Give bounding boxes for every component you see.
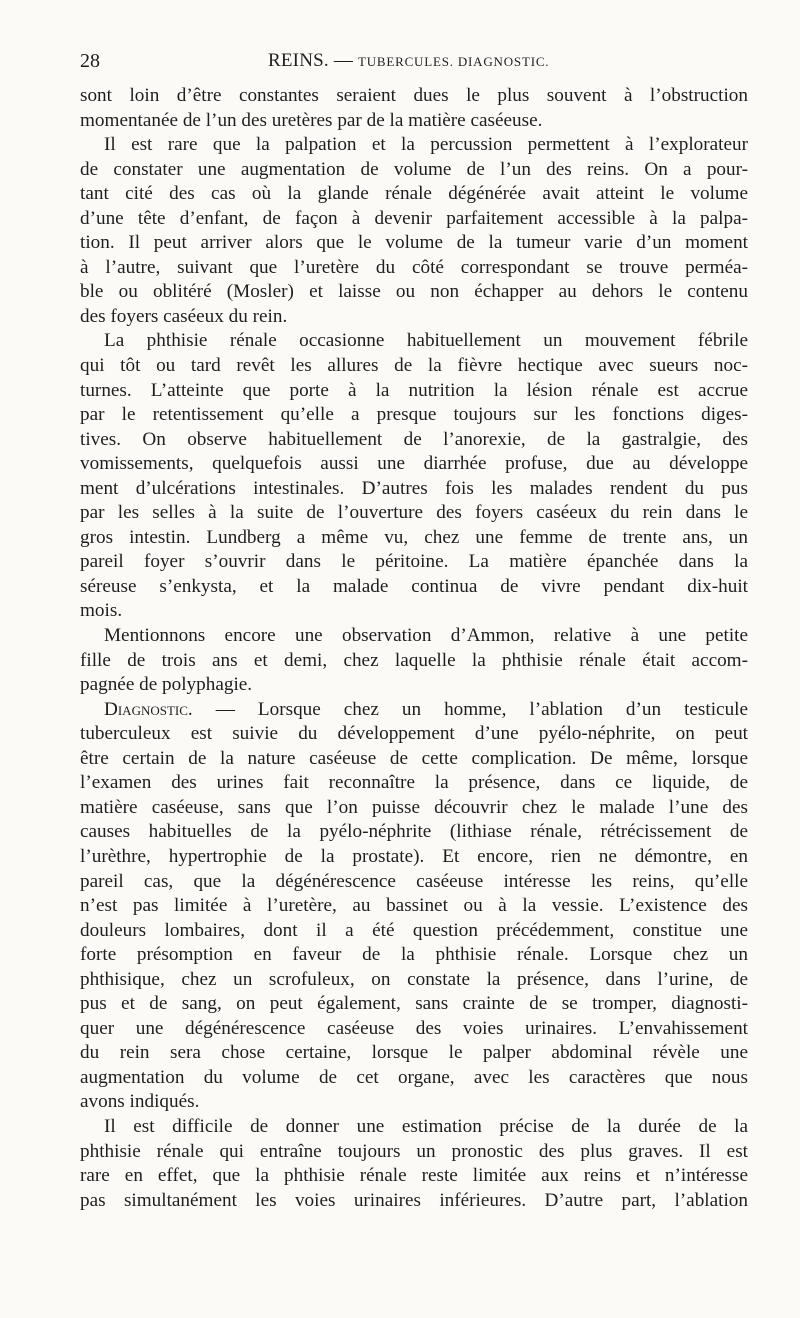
text-line: pareil cas, que la dégénérescence caséeuse intéresse les reins, qu’elle — [80, 870, 748, 892]
text-line: n’est pas limitée à l’uretère, au bassinet ou à la vessie. L’existence des — [80, 895, 748, 917]
text-line: pagnée de polyphagie. — [80, 674, 253, 696]
text-line: turnes. L’atteinte que porte à la nutrition la lésion rénale est accrue — [80, 379, 748, 401]
text-line: être certain de la nature caséeuse de cette complication. De même, lorsque — [80, 747, 748, 769]
text-line: pas simultanément les voies urinaires inférieures. D’autre part, l’ablation — [80, 1189, 748, 1211]
text-line — [80, 698, 748, 723]
text-line: matière caséeuse, sans que l’on puisse découvrir chez le malade l’une des — [80, 796, 748, 818]
text-line: rare en effet, que la phthisie rénale reste limitée aux reins et n’intéresse — [80, 1165, 748, 1187]
text-line: ble ou oblitéré (Mosler) et laisse ou non échapper au dehors le contenu — [80, 281, 748, 303]
text-line: La phthisie rénale occasionne habituellement un mouvement fébrile — [104, 330, 748, 352]
text-line: séreuse s’enkysta, et la malade continua de vivre pendant dix-huit — [80, 575, 748, 597]
running-head — [268, 50, 549, 72]
running-head-separator: — — [333, 50, 354, 71]
section-label: Diagnostic. — [104, 698, 193, 720]
text-line: Il est difficile de donner une estimation précise de la durée de la — [104, 1115, 748, 1137]
text-line: tion. Il peut arriver alors que le volume de la tumeur varie d’un moment — [80, 232, 748, 254]
text-line: vomissements, quelquefois aussi une diarrhée profuse, due au développe — [80, 453, 748, 475]
page-number: 28 — [80, 50, 100, 72]
text-line: par les selles à la suite de l’ouverture des foyers caséeux du rein dans le — [80, 502, 748, 524]
text-line: causes habituelles de la pyélo-néphrite (lithiase rénale, rétrécissement de — [80, 821, 748, 843]
text-line: de constater une augmentation de volume de l’un des reins. On a pour- — [80, 158, 748, 180]
text-line-content: — Lorsque chez un homme, l’ablation d’un testicule — [215, 698, 748, 720]
text-line: augmentation du volume de cet organe, avec les caractères que nous — [80, 1066, 748, 1088]
text-line: à l’autre, suivant que l’uretère du côté correspondant se trouve perméa- — [80, 256, 748, 278]
text-line: quer une dégénérescence caséeuse des voies urinaires. L’envahissement — [80, 1017, 748, 1039]
text-line: par le retentissement qu’elle a presque toujours sur les fonctions diges- — [80, 404, 748, 426]
text-line: ment d’ulcérations intestinales. D’autres fois les malades rendent du pus — [80, 477, 748, 499]
text-line: Il est rare que la palpation et la percussion permettent à l’explorateur — [104, 134, 748, 156]
text-line: sont loin d’être constantes seraient dues le plus souvent à l’obstruction — [80, 85, 748, 106]
text-line: phthisie rénale qui entraîne toujours un pronostic des plus graves. Il est — [80, 1140, 748, 1162]
text-line: l’examen des urines fait reconnaître la présence, dans ce liquide, de — [80, 772, 748, 794]
text-line: d’une tête d’enfant, de façon à devenir parfaitement accessible à la palpa- — [80, 207, 748, 229]
text-line: mois. — [80, 600, 123, 622]
text-line: momentanée de l’un des uretères par de la matière caséeuse. — [80, 109, 543, 131]
text-line: phthisique, chez un scrofuleux, on constate la présence, dans l’urine, de — [80, 968, 748, 990]
text-line: l’urèthre, hypertrophie de la prostate). Et encore, rien ne démontre, en — [80, 845, 748, 867]
text-line: tives. On observe habituellement de l’anorexie, de la gastralgie, des — [80, 428, 748, 450]
text-line: qui tôt ou tard revêt les allures de la fièvre hectique avec sueurs noc- — [80, 355, 748, 377]
text-line: Mentionnons encore une observation d’Ammon, relative à une petite — [104, 625, 748, 647]
running-head-subtitle: TUBERCULES. DIAGNOSTIC. — [357, 54, 550, 69]
text-line: du rein sera chose certaine, lorsque le palper abdominal révèle une — [80, 1042, 748, 1064]
text-line: fille de trois ans et demi, chez laquelle la phthisie rénale était accom- — [80, 649, 748, 671]
text-line: pareil foyer s’ouvrir dans le péritoine. La matière épanchée dans la — [80, 551, 748, 573]
text-line: douleurs lombaires, dont il a été question précédemment, constitue une — [80, 919, 748, 941]
text-line: pus et de sang, on peut également, sans crainte de se tromper, diagnosti- — [80, 993, 748, 1015]
text-line: des foyers caséeux du rein. — [80, 305, 288, 327]
running-head-title: REINS. — [268, 50, 329, 71]
text-line: gros intestin. Lundberg a même vu, chez une femme de trente ans, un — [80, 526, 748, 548]
text-line: avons indiqués. — [80, 1091, 200, 1113]
text-line: forte présomption en faveur de la phthisie rénale. Lorsque chez un — [80, 944, 748, 966]
page-body — [80, 84, 748, 1213]
text-line: tuberculeux est suivie du développement d’une pyélo-néphrite, on peut — [80, 723, 748, 745]
text-line: tant cité des cas où la glande rénale dégénérée avait atteint le volume — [80, 183, 748, 205]
page-header — [80, 50, 748, 74]
